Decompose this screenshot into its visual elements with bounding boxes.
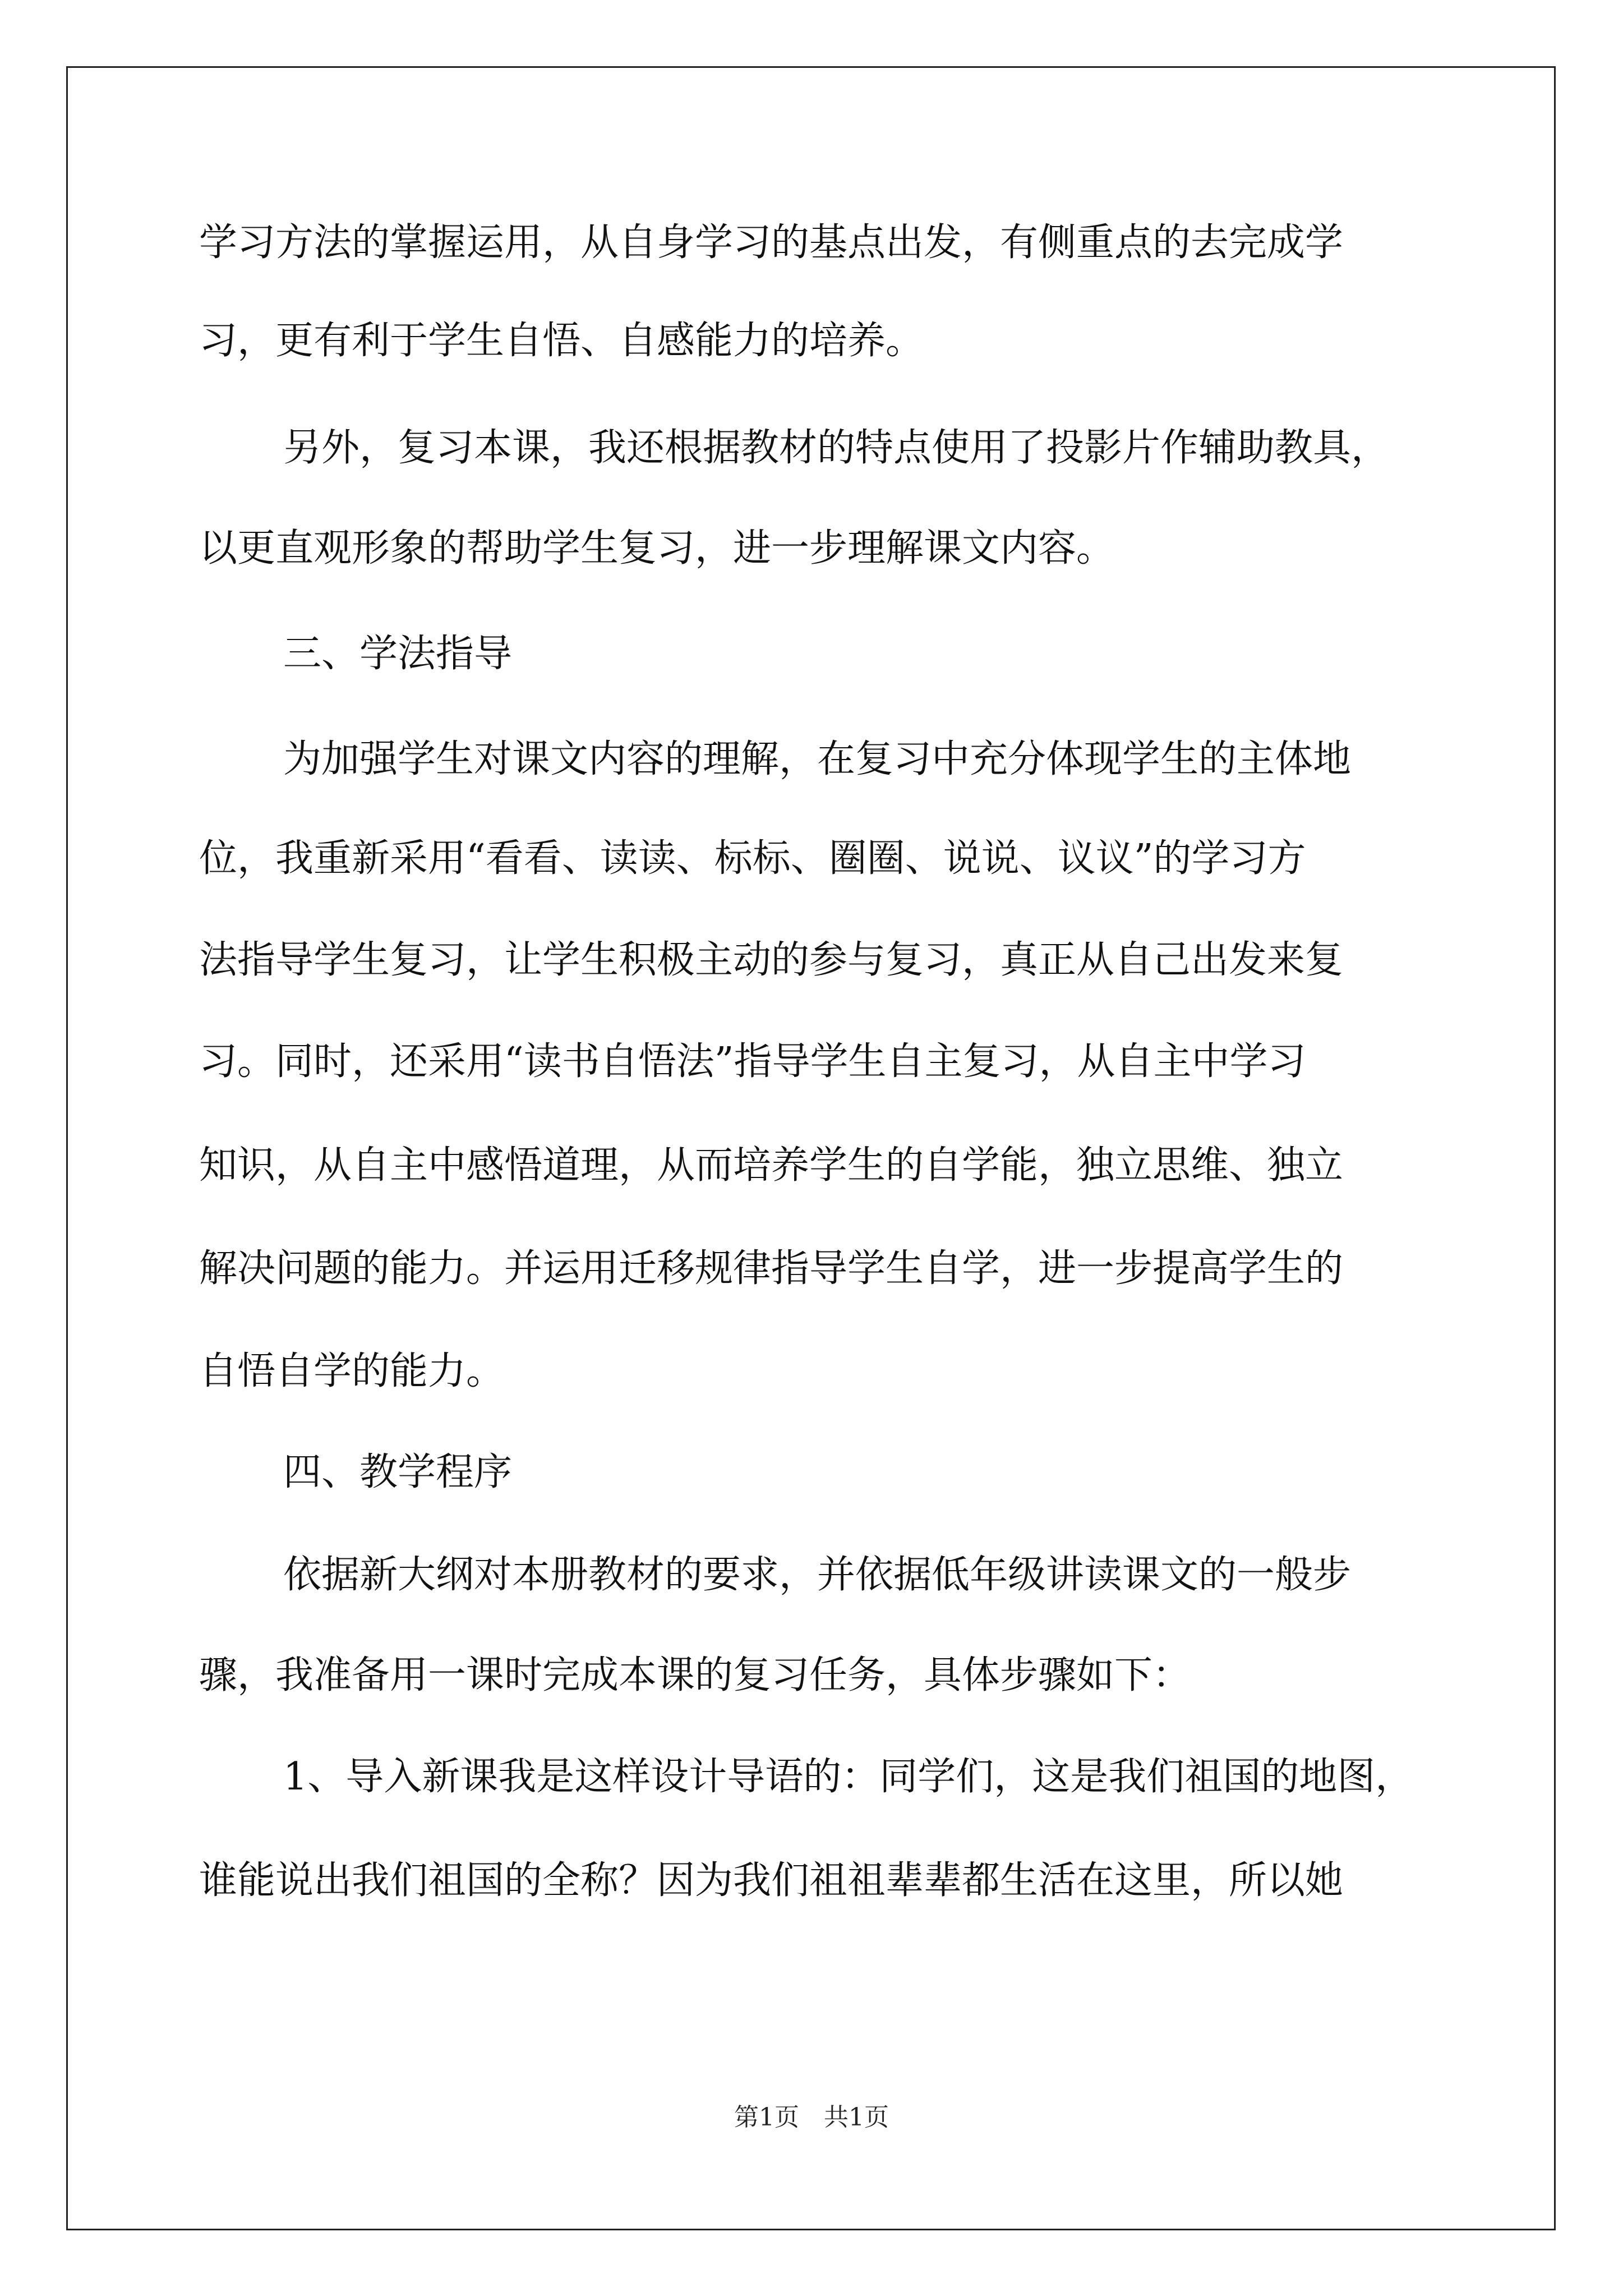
paragraph-start: 依据新大纲对本册教材的要求，并依据低年级讲读课文的一般步 (283, 1553, 1352, 1597)
text-line: 解决问题的能力。并运用迁移规律指导学生自学，进一步提高学生的 (199, 1246, 1344, 1291)
text-line: 习。同时，还采用“读书自悟法”指导学生自主复习，从自主中学习 (199, 1039, 1306, 1084)
text-line: 位，我重新采用“看看、读读、标标、圈圈、说说、议议”的学习方 (199, 836, 1306, 881)
paragraph-start: 1、导入新课我是这样设计导语的：同学们，这是我们祖国的地图， (283, 1755, 1414, 1799)
text-line: 以更直观形象的帮助学生复习，进一步理解课文内容。 (199, 526, 1115, 570)
text-line: 知识，从自主中感悟道理，从而培养学生的自学能，独立思维、独立 (199, 1143, 1344, 1188)
text-line: 习，更有利于学生自悟、自感能力的培养。 (199, 319, 924, 363)
paragraph-start: 为加强学生对课文内容的理解，在复习中充分体现学生的主体地 (283, 737, 1352, 781)
section-heading: 三、学法指导 (283, 632, 513, 676)
text-line: 骤，我准备用一课时完成本课的复习任务，具体步骤如下： (199, 1653, 1191, 1697)
page-number-footer: 第1页 共1页 (734, 2103, 889, 2132)
text-line: 学习方法的掌握运用，从自身学习的基点出发，有侧重点的去完成学 (199, 220, 1344, 265)
section-heading: 四、教学程序 (283, 1450, 513, 1494)
text-line: 自悟自学的能力。 (199, 1349, 505, 1393)
text-line: 法指导学生复习，让学生积极主动的参与复习，真正从自己出发来复 (199, 938, 1344, 982)
text-line: 谁能说出我们祖国的全称？因为我们祖祖辈辈都生活在这里，所以她 (199, 1858, 1344, 1903)
paragraph-start: 另外，复习本课，我还根据教材的特点使用了投影片作辅助教具， (283, 426, 1390, 470)
